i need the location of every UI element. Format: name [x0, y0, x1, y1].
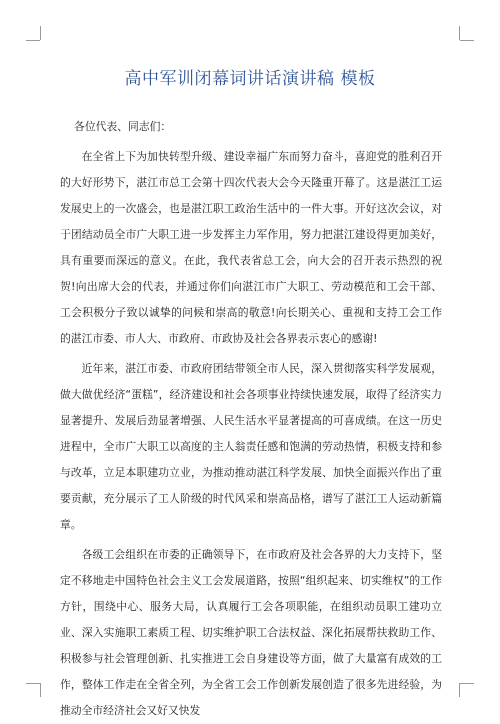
document-title: 高中军训闭幕词讲话演讲稿 模板 — [124, 69, 376, 89]
crop-mark-bottom-right-h — [460, 683, 474, 684]
crop-mark-bottom-left-h — [26, 683, 40, 684]
crop-mark-bottom-right-v — [459, 683, 460, 697]
paragraph-3: 各级工会组织在市委的正确领导下，在市政府及社会各界的大力支持下，坚定不移地走中国特色社会主义工会发展道路，按照“组织起来、切实维权”的工作方针，围绕中心、服务大局，认真履行工会各项职能，在组织动员职工建功立业、深入实施职工素质工程、切实维护职工合法权益、深化拓展帮扶救助工作、积极参与社会管理创新、扎实推进工会自身建设等方面，做了大量富有成效的工作，整体工作走在全省全列，为全省工会工作创新发展创造了很多先进经验，为推动全市经济社会又好又快发 — [60, 548, 442, 717]
crop-mark-top-left-v — [40, 26, 41, 40]
salutation: 各位代表、同志们： — [74, 120, 172, 133]
crop-mark-top-right-v — [459, 26, 460, 40]
crop-mark-top-right-h — [460, 40, 474, 41]
crop-mark-bottom-left-v — [40, 683, 41, 697]
paragraph-2: 近年来，湛江市委、市政府团结带领全市人民，深入贯彻落实科学发展观，做大做优经济“蛋糕”，经济建设和社会各项事业持续快速发展，取得了经济实力显著提升、发展后劲显著增强、人民生活水平显著提高的可喜成绩。在这一历史进程中，全市广大职工以高度的主人翁责任感和饱满的劳动热情，积极支持和参与改革，立足本职建功立业，为推动推动湛江科学发展、加快全面振兴作出了重要贡献，充分展示了工人阶级的时代风采和崇高品格，谱写了湛江工人运动新篇章。 — [60, 362, 442, 531]
crop-mark-top-left-h — [26, 40, 40, 41]
paragraph-1: 在全省上下为加快转型升级、建设幸福广东而努力奋斗，喜迎党的胜利召开的大好形势下，湛江市总工会第十四次代表大会今天隆重开幕了。这是湛江工运发展史上的一次盛会，也是湛江职工政治生活中的一件大事。开好这次会议，对于团结动员全市广大职工进一步发挥主力军作用，努力把湛江建设得更加美好，具有重要而深远的意义。在此，我代表省总工会，向大会的召开表示热烈的祝贺!向出席大会的代表，并通过你们向湛江市广大职工、劳动模范和工会干部、工会积极分子致以诚挚的问候和崇高的敬意!向长期关心、重视和支持工会工作的湛江市委、市人大、市政府、市政协及社会各界表示衷心的感谢! — [60, 150, 442, 345]
document-body — [60, 114, 442, 724]
